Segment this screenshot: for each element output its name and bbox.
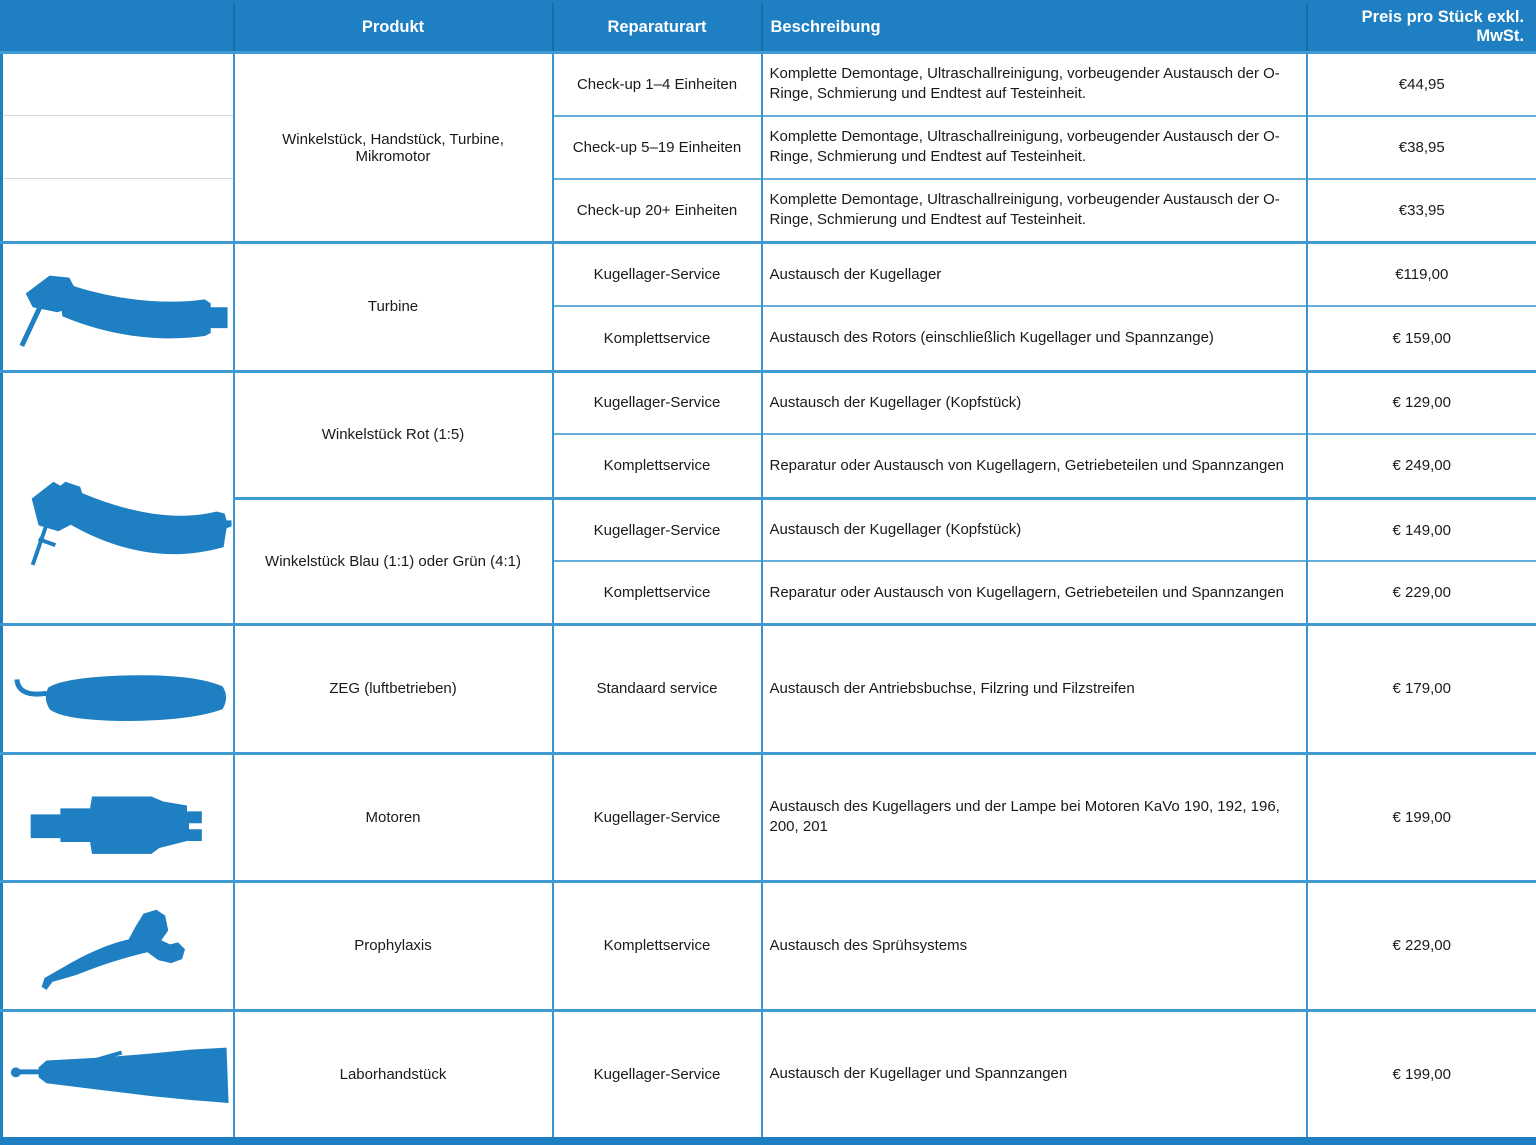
repair-type-cell: Kugellager-Service: [553, 753, 762, 882]
repair-type-cell: Kugellager-Service: [553, 1010, 762, 1141]
motor-icon: [3, 755, 233, 881]
product-cell: Prophylaxis: [234, 882, 553, 1011]
table-row: [2, 371, 1536, 434]
product-cell: Motoren: [234, 753, 553, 882]
description-cell: Austausch der Kugellager (Kopfstück): [762, 371, 1307, 434]
repair-type-cell: Kugellager-Service: [553, 243, 762, 307]
repair-type-cell: Standaard service: [553, 624, 762, 753]
table-row: [2, 624, 1536, 753]
price-cell: € 199,00: [1307, 753, 1536, 882]
product-cell: Winkelstück Rot (1:5): [234, 371, 553, 498]
price-cell: € 229,00: [1307, 882, 1536, 1011]
device-image-cell: [2, 882, 234, 1011]
lab-handpiece-icon: [3, 1012, 233, 1138]
price-cell: € 149,00: [1307, 498, 1536, 561]
empty-image-cell: [2, 116, 234, 179]
description-cell: Austausch der Kugellager und Spannzangen: [762, 1010, 1307, 1141]
price-cell: € 249,00: [1307, 434, 1536, 498]
device-image-cell: [2, 243, 234, 372]
description-cell: Austausch der Kugellager: [762, 243, 1307, 307]
table-row: [2, 53, 1536, 116]
device-image-cell: [2, 371, 234, 624]
contra-angle-handpiece-icon: [3, 373, 233, 623]
price-cell: € 129,00: [1307, 371, 1536, 434]
description-cell: Austausch des Sprühsystems: [762, 882, 1307, 1011]
repair-type-cell: Kugellager-Service: [553, 371, 762, 434]
price-cell: €44,95: [1307, 53, 1536, 116]
table-row: [2, 243, 1536, 307]
description-cell: Austausch der Kugellager (Kopfstück): [762, 498, 1307, 561]
price-cell: € 179,00: [1307, 624, 1536, 753]
product-cell: Winkelstück, Handstück, Turbine, Mikromotor: [234, 53, 553, 243]
product-cell: Winkelstück Blau (1:1) oder Grün (4:1): [234, 498, 553, 624]
description-cell: Komplette Demontage, Ultraschallreinigung, vorbeugender Austausch der O-Ringe, Schmierung und Endtest auf Testeinheit.: [762, 53, 1307, 116]
product-cell: Turbine: [234, 243, 553, 372]
table-row: [2, 882, 1536, 1011]
header-reparaturart: Reparaturart: [553, 2, 762, 53]
empty-image-cell: [2, 179, 234, 243]
description-cell: Komplette Demontage, Ultraschallreinigung, vorbeugender Austausch der O-Ringe, Schmierung und Endtest auf Testeinheit.: [762, 179, 1307, 243]
header-row: [2, 2, 1536, 53]
price-cell: €38,95: [1307, 116, 1536, 179]
repair-type-cell: Komplettservice: [553, 882, 762, 1011]
header-preis: Preis pro Stück exkl. MwSt.: [1307, 2, 1536, 53]
price-cell: € 199,00: [1307, 1010, 1536, 1141]
repair-type-cell: Komplettservice: [553, 306, 762, 371]
description-cell: Komplette Demontage, Ultraschallreinigung, vorbeugender Austausch der O-Ringe, Schmierung und Endtest auf Testeinheit.: [762, 116, 1307, 179]
repair-type-cell: Check-up 20+ Einheiten: [553, 179, 762, 243]
turbine-handpiece-icon: [3, 244, 233, 370]
device-image-cell: [2, 753, 234, 882]
description-cell: Austausch des Kugellagers und der Lampe bei Motoren KaVo 190, 192, 196, 200, 201: [762, 753, 1307, 882]
product-cell: ZEG (luftbetrieben): [234, 624, 553, 753]
prophylaxis-handpiece-icon: [3, 883, 233, 1009]
header-image-column: [2, 2, 234, 53]
product-cell: Laborhandstück: [234, 1010, 553, 1141]
repair-type-cell: Check-up 1–4 Einheiten: [553, 53, 762, 116]
repair-type-cell: Check-up 5–19 Einheiten: [553, 116, 762, 179]
repair-type-cell: Komplettservice: [553, 561, 762, 624]
description-cell: Reparatur oder Austausch von Kugellagern, Getriebeteilen und Spannzangen: [762, 561, 1307, 624]
description-cell: Austausch der Antriebsbuchse, Filzring und Filzstreifen: [762, 624, 1307, 753]
empty-image-cell: [2, 53, 234, 116]
table-row: [2, 116, 1536, 179]
device-image-cell: [2, 624, 234, 753]
description-cell: Reparatur oder Austausch von Kugellagern, Getriebeteilen und Spannzangen: [762, 434, 1307, 498]
table-row: [2, 753, 1536, 882]
description-cell: Austausch des Rotors (einschließlich Kugellager und Spannzange): [762, 306, 1307, 371]
table-row: [2, 179, 1536, 243]
repair-type-cell: Komplettservice: [553, 434, 762, 498]
header-produkt: Produkt: [234, 2, 553, 53]
device-image-cell: [2, 1010, 234, 1141]
repair-type-cell: Kugellager-Service: [553, 498, 762, 561]
table-row: [2, 1010, 1536, 1141]
price-cell: € 229,00: [1307, 561, 1536, 624]
header-beschreibung: Beschreibung: [762, 2, 1307, 53]
price-cell: €33,95: [1307, 179, 1536, 243]
price-cell: € 159,00: [1307, 306, 1536, 371]
scaler-handpiece-icon: [3, 626, 233, 752]
price-cell: €119,00: [1307, 243, 1536, 307]
